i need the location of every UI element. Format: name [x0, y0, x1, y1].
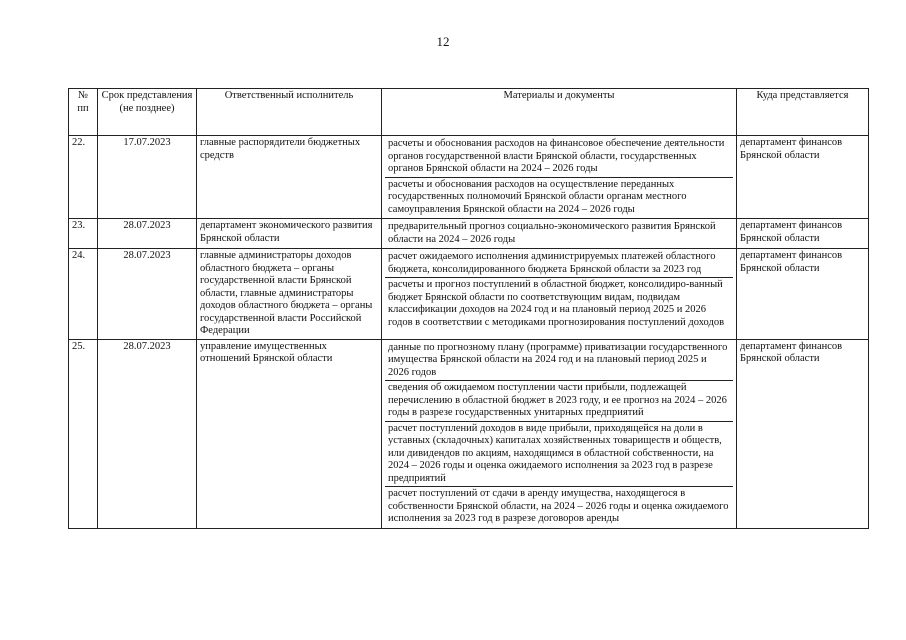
row-materials: [382, 219, 737, 249]
schedule-table: [68, 88, 869, 529]
row-recipient: департамент финансов Брянской области: [737, 339, 869, 528]
row-number: 24.: [69, 249, 98, 340]
row-deadline: 17.07.2023: [98, 136, 197, 219]
row-materials: [382, 136, 737, 219]
row-materials: [382, 339, 737, 528]
header-recipient: Куда представляется: [737, 89, 869, 136]
header-deadline: Срок представления (не позднее): [98, 89, 197, 136]
row-executor: главные администраторы доходов областного бюджета – органы государственной власти Брянской области, главные администраторы доходов областного бюджета – органы государственной власти Российской Федерации: [197, 249, 382, 340]
row-number: 25.: [69, 339, 98, 528]
material-item: расчет поступлений от сдачи в аренду имущества, находящегося в собственности Брянской области, на 2024 – 2026 годы и оценка ожидаемого исполнения за 2023 год в разрезе договоров аренды: [385, 486, 733, 527]
material-item: расчеты и прогноз поступлений в областной бюджет, консолидиро-ванный бюджет Брянской области по соответствующим видам, подвидам классификации доходов на 2024 год и на плановый период 2025 и 2026 годов в соответствии с методиками прогнозирования поступлений доходов: [385, 277, 733, 330]
table-row: [69, 249, 869, 340]
row-recipient: департамент финансов Брянской области: [737, 136, 869, 219]
row-deadline: 28.07.2023: [98, 249, 197, 340]
material-item: расчеты и обоснования расходов на финансовое обеспечение деятельности органов государственной власти Брянской области, государственных органов Брянской области на 2024 – 2026 годы: [388, 138, 725, 174]
row-executor: главные распорядители бюджетных средств: [197, 136, 382, 219]
material-item: расчеты и обоснования расходов на осуществление переданных государственных полномочий Брянской области органам местного самоуправления Брянской области на 2024 – 2026 годы: [385, 177, 733, 218]
material-item: расчет поступлений доходов в виде прибыли, приходящейся на доли в уставных (складочных) капиталах хозяйственных товариществ и обществ, или дивидендов по акциям, находящимся в областной собственности, на 2024 – 2026 годы и оценка ожидаемого исполнения за 2023 год в разрезе предприятий: [385, 421, 733, 487]
header-materials: Материалы и документы: [382, 89, 737, 136]
row-number: 22.: [69, 136, 98, 219]
row-materials: [382, 249, 737, 340]
page-number: 12: [436, 34, 450, 49]
row-executor: департамент экономического развития Брянской области: [197, 219, 382, 249]
row-recipient: департамент финансов Брянской области: [737, 249, 869, 340]
material-item: данные по прогнозному плану (программе) приватизации государственного имущества Брянской области на 2024 год и на плановый период 2025 и 2026 годов: [388, 341, 728, 378]
table-row: [69, 219, 869, 249]
row-executor: управление имущественных отношений Брянской области: [197, 339, 382, 528]
row-deadline: 28.07.2023: [98, 339, 197, 528]
table-row: [69, 136, 869, 219]
table-row: [69, 339, 869, 528]
material-item: предварительный прогноз социально-экономического развития Брянской области на 2024 – 2026 годы: [388, 221, 716, 245]
material-item: сведения об ожидаемом поступлении части прибыли, подлежащей перечислению в областной бюджет в 2023 году, и ее прогноз на 2024 – 2026 годы в разрезе государственных унитарных предприятий: [385, 380, 733, 421]
row-deadline: 28.07.2023: [98, 219, 197, 249]
row-recipient: департамент финансов Брянской области: [737, 219, 869, 249]
table-header-row: [69, 89, 869, 136]
material-item: расчет ожидаемого исполнения администрируемых платежей областного бюджета, консолидированного бюджета Брянской области за 2023 год: [388, 251, 716, 275]
row-number: 23.: [69, 219, 98, 249]
header-num: № пп: [69, 89, 98, 136]
header-executor: Ответственный исполнитель: [197, 89, 382, 136]
